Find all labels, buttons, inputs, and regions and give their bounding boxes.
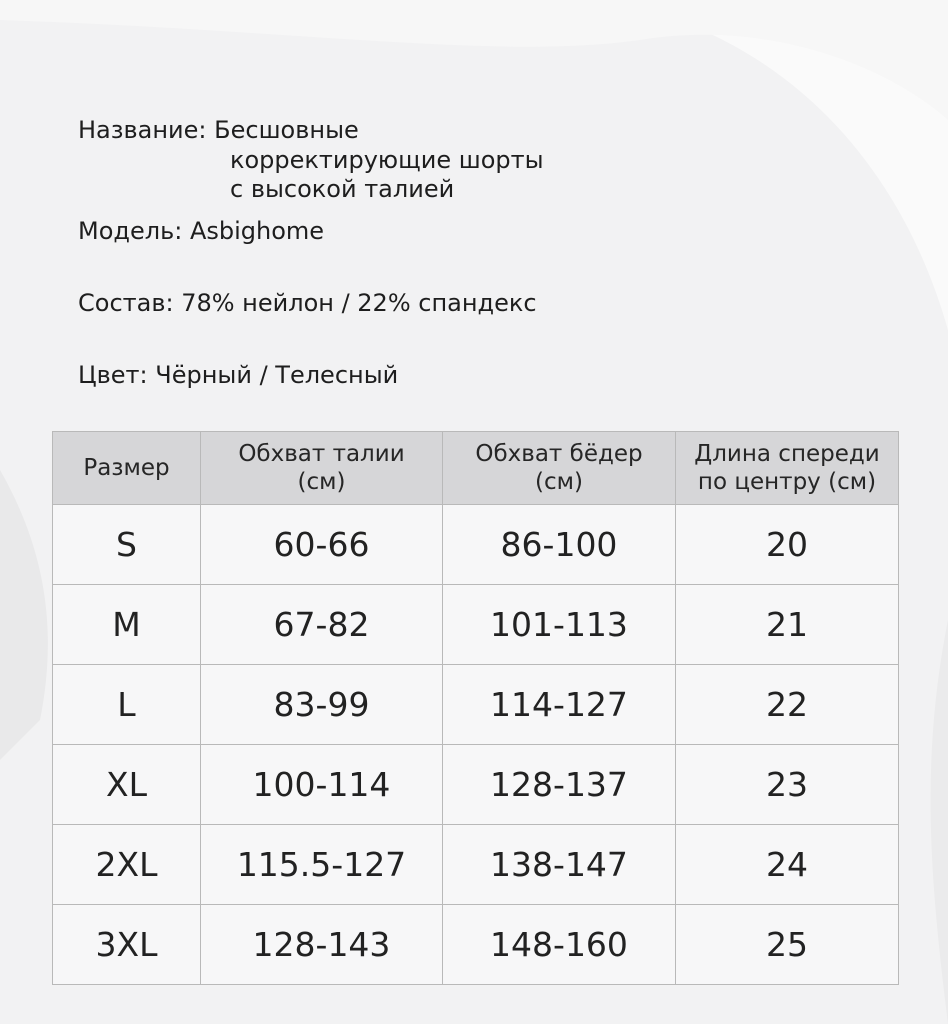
cell-size: 2XL — [53, 825, 201, 905]
cell-hip: 101-113 — [443, 585, 676, 665]
model-value: Asbighome — [189, 217, 325, 245]
cell-size: 3XL — [53, 905, 201, 985]
cell-hip: 138-147 — [443, 825, 676, 905]
header-length-line-1: Длина спереди — [694, 441, 880, 467]
cell-length: 22 — [676, 665, 899, 745]
color-row — [78, 361, 398, 389]
table-row — [53, 825, 899, 905]
name-line-2: корректирующие шорты — [230, 146, 544, 174]
cell-length: 20 — [676, 505, 899, 585]
cell-hip: 148-160 — [443, 905, 676, 985]
cell-waist: 60-66 — [201, 505, 443, 585]
cell-length: 24 — [676, 825, 899, 905]
cell-length: 23 — [676, 745, 899, 825]
cell-waist: 115.5-127 — [201, 825, 443, 905]
cell-size: L — [53, 665, 201, 745]
name-line-3: с высокой талией — [230, 175, 455, 203]
header-waist — [201, 432, 443, 505]
cell-size: M — [53, 585, 201, 665]
table-row — [53, 905, 899, 985]
header-hip-line-2: (см) — [535, 469, 583, 495]
composition-row — [78, 289, 537, 317]
color-value: Чёрный / Телесный — [155, 361, 399, 389]
composition-value: 78% нейлон / 22% спандекс — [181, 289, 537, 317]
header-size — [53, 432, 201, 505]
cell-length: 25 — [676, 905, 899, 985]
model-row — [78, 217, 324, 245]
cell-hip: 114-127 — [443, 665, 676, 745]
cell-waist: 67-82 — [201, 585, 443, 665]
header-hip — [443, 432, 676, 505]
cell-waist: 83-99 — [201, 665, 443, 745]
table-row — [53, 745, 899, 825]
cell-hip: 86-100 — [443, 505, 676, 585]
name-label: Название: — [78, 116, 207, 144]
cell-size: S — [53, 505, 201, 585]
product-name-row — [78, 116, 359, 144]
color-label: Цвет: — [78, 361, 148, 389]
composition-label: Состав: — [78, 289, 174, 317]
name-line-1: Бесшовные — [214, 116, 359, 144]
cell-hip: 128-137 — [443, 745, 676, 825]
header-size-line-1: Размер — [83, 455, 170, 481]
cell-size: XL — [53, 745, 201, 825]
cell-length: 21 — [676, 585, 899, 665]
header-waist-line-2: (см) — [297, 469, 346, 495]
header-hip-line-1: Обхват бёдер — [475, 441, 643, 467]
cell-waist: 100-114 — [201, 745, 443, 825]
table-header-row — [53, 432, 899, 505]
header-length-line-2: по центру (см) — [697, 469, 877, 495]
header-length — [676, 432, 899, 505]
cell-waist: 128-143 — [201, 905, 443, 985]
table-row — [53, 665, 899, 745]
header-waist-line-1: Обхват талии — [238, 441, 405, 467]
table-row — [53, 585, 899, 665]
model-label: Модель: — [78, 217, 183, 245]
table-row — [53, 505, 899, 585]
size-chart-table — [52, 431, 899, 985]
